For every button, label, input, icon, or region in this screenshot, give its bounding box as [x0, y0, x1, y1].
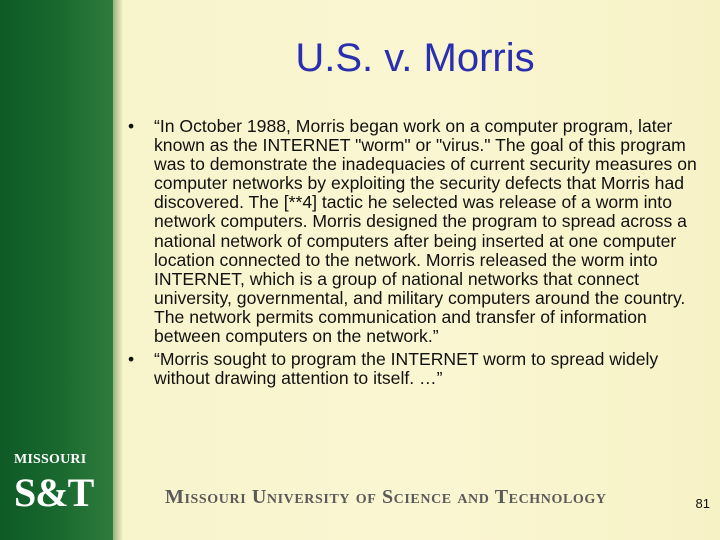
- bullet-list: [126, 117, 706, 392]
- footer-university-name: Missouri University of Science and Technology: [165, 486, 607, 508]
- logo-st-mark: S&T: [14, 470, 94, 515]
- slide-title: U.S. v. Morris: [295, 36, 535, 80]
- bullet-marker: •: [128, 349, 135, 370]
- bullet-item: [126, 350, 706, 388]
- bullet-text: “Morris sought to program the INTERNET worm to spread widely without drawing attention to itself. …”: [154, 349, 659, 389]
- bullet-item: [126, 117, 706, 346]
- bullet-text: “In October 1988, Morris began work on a computer program, later known as the INTERNET "worm" or "virus." The goal of this program was to demonstrate the inadequacies of current security measures on computer networks by exploiting the security defects that Morris had discovered. The [**4] tactic he selected was release of a worm into network computers. Morris designed the program to spread across a national network of computers after being inserted at one computer location connected to the network. Morris released the worm into INTERNET, which is a group of national networks that connect university, governmental, and military computers around the country. The network permits communication and transfer of information between computers on the network.”: [154, 116, 697, 347]
- sidebar-edge: [113, 0, 123, 540]
- university-logo: [14, 452, 100, 522]
- logo-missouri-text: MISSOURI: [14, 452, 87, 467]
- bullet-marker: •: [128, 116, 135, 136]
- page-number: 81: [695, 496, 710, 511]
